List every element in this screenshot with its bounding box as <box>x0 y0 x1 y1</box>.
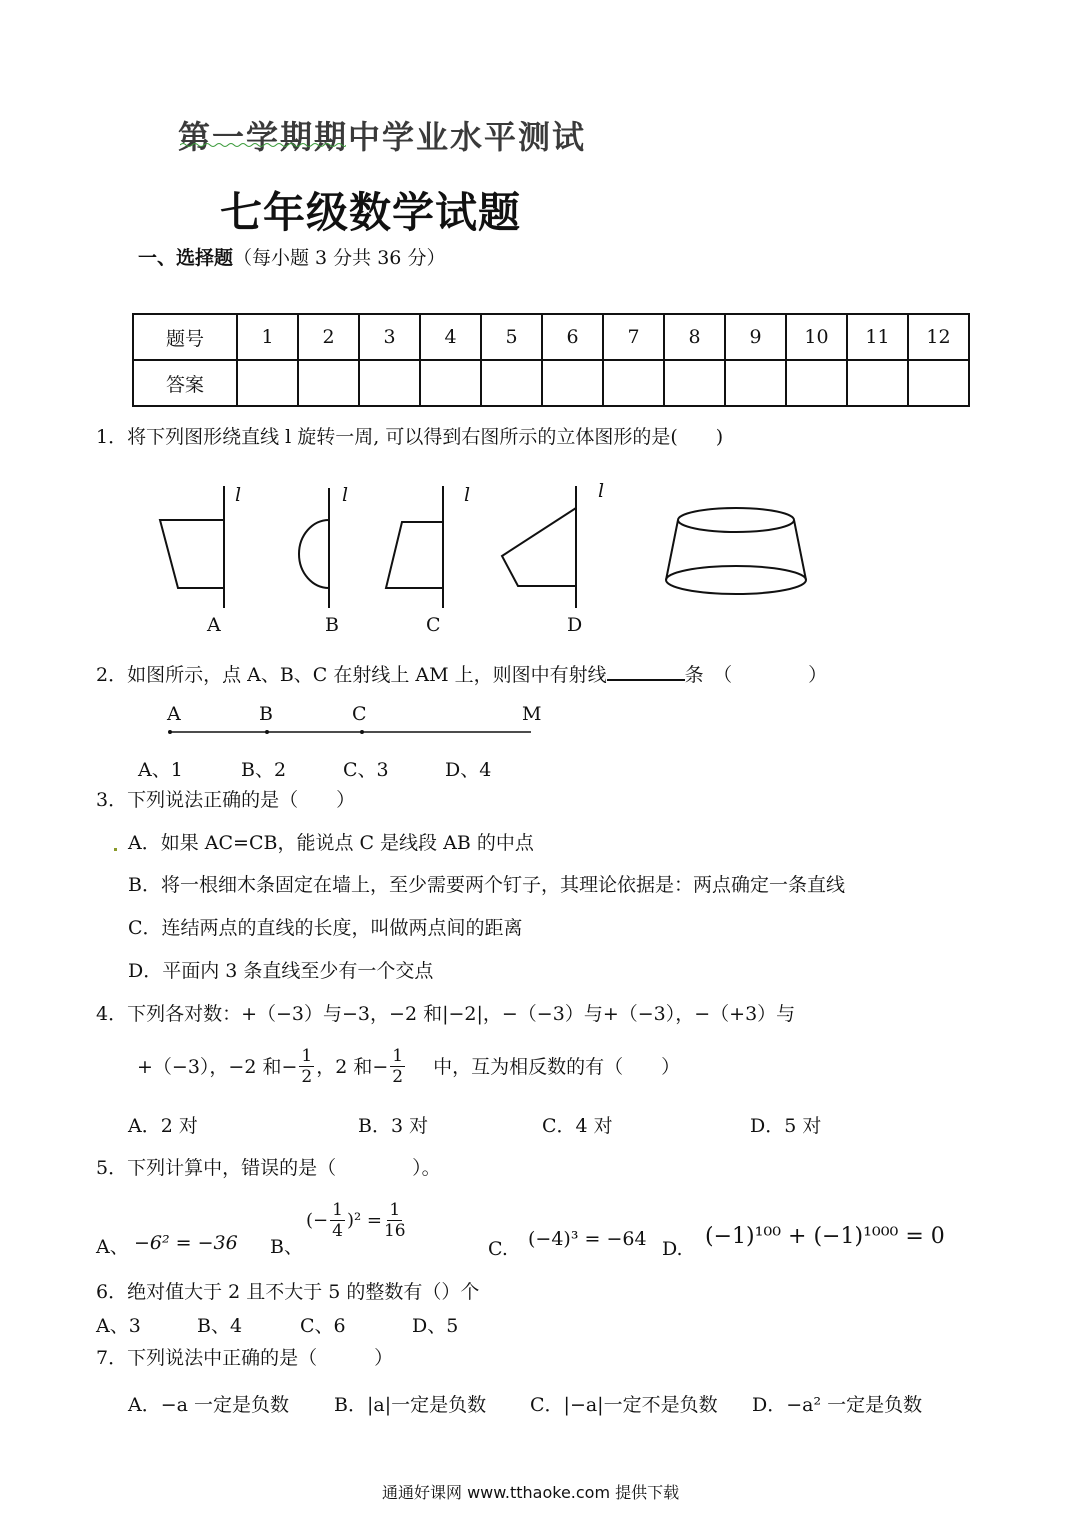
ray-point-label: B <box>259 703 273 725</box>
option: C、6 <box>300 1315 346 1337</box>
answer-cell[interactable] <box>542 360 603 406</box>
question-number: 10 <box>786 314 847 360</box>
option: C．连结两点的直线的长度，叫做两点间的距离 <box>128 917 523 939</box>
option: A、3 <box>96 1315 141 1337</box>
question-4-line2 <box>137 1046 680 1087</box>
option: C．4 对 <box>542 1115 613 1137</box>
option: B．|a|一定是负数 <box>334 1394 487 1416</box>
table-row <box>133 314 969 360</box>
q4-part: ，2 和− <box>316 1055 389 1078</box>
page-footer: 通通好课网 www.tthaoke.com 提供下载 <box>382 1483 680 1502</box>
question-1-text: 1．将下列图形绕直线 l 旋转一周, 可以得到右图所示的立体图形的是( ) <box>96 426 724 448</box>
question-1-figures <box>140 478 840 618</box>
question-number: 4 <box>420 314 481 360</box>
fraction-denominator: 4 <box>332 1221 343 1241</box>
fraction <box>330 1200 345 1241</box>
answer-cell[interactable] <box>237 360 298 406</box>
question-number: 12 <box>908 314 969 360</box>
option: A．−a 一定是负数 <box>128 1394 290 1416</box>
option-c-expression: (−4)³ = −64 <box>528 1228 647 1250</box>
question-number: 6 <box>542 314 603 360</box>
expr-part: (− <box>306 1210 329 1231</box>
question-5-text: 5．下列计算中，错误的是（ ）。 <box>96 1157 441 1179</box>
question-number: 5 <box>481 314 542 360</box>
figure-label: B <box>325 614 339 636</box>
option-label: C. <box>488 1238 508 1260</box>
option-a-expression: −6² = −36 <box>134 1232 238 1254</box>
question-number: 11 <box>847 314 908 360</box>
option: D．−a² 一定是负数 <box>752 1394 923 1416</box>
option: B．将一根细木条固定在墙上，至少需要两个钉子，其理论依据是：两点确定一条直线 <box>128 874 845 896</box>
question-2-stem: 2．如图所示，点 A、B、C 在射线上 AM 上，则图中有射线 <box>96 664 607 686</box>
fraction <box>390 1046 405 1087</box>
answer-cell[interactable] <box>298 360 359 406</box>
option: D．平面内 3 条直线至少有一个交点 <box>128 960 434 982</box>
expr-part: )² = <box>346 1210 382 1231</box>
answer-table <box>132 313 970 407</box>
option: C、3 <box>343 759 389 781</box>
answer-cell[interactable] <box>908 360 969 406</box>
option: A．如果 AC=CB，能说点 C 是线段 AB 的中点 <box>128 832 534 854</box>
question-number: 7 <box>603 314 664 360</box>
q4-part: 中，互为相反数的有（ ） <box>433 1055 681 1078</box>
answer-cell[interactable] <box>847 360 908 406</box>
axis-label-l: l <box>464 484 471 506</box>
question-2-tail: 条 （ ） <box>684 664 828 686</box>
option: B．3 对 <box>358 1115 429 1137</box>
option: A、1 <box>138 759 183 781</box>
fraction-denominator: 2 <box>301 1067 313 1087</box>
option: D、4 <box>445 759 492 781</box>
ray-point-label: A <box>167 703 181 725</box>
q4-part: +（−3），−2 和− <box>137 1055 298 1078</box>
answer-cell[interactable] <box>359 360 420 406</box>
fraction-numerator: 1 <box>301 1046 313 1066</box>
answer-cell[interactable] <box>603 360 664 406</box>
option: A．2 对 <box>128 1115 198 1137</box>
exam-title: 七年级数学试题 <box>220 188 522 237</box>
question-number: 3 <box>359 314 420 360</box>
question-number: 8 <box>664 314 725 360</box>
question-number: 1 <box>237 314 298 360</box>
ray-point-label: M <box>522 703 542 725</box>
answer-cell[interactable] <box>481 360 542 406</box>
answer-cell[interactable] <box>725 360 786 406</box>
option-label: A、 <box>96 1236 129 1258</box>
fraction-numerator: 1 <box>332 1200 343 1220</box>
section-note: （每小题 3 分共 36 分） <box>233 247 446 269</box>
fraction <box>299 1046 314 1087</box>
option-label: B、 <box>270 1236 303 1258</box>
question-2-text <box>96 661 827 686</box>
spellcheck-underline <box>180 142 346 148</box>
answer-cell[interactable] <box>664 360 725 406</box>
table-row <box>133 360 969 406</box>
ray-point-label: C <box>352 703 367 725</box>
answer-cell[interactable] <box>420 360 481 406</box>
option: C．|−a|一定不是负数 <box>530 1394 718 1416</box>
row-label: 答案 <box>133 360 237 406</box>
option: B、2 <box>241 759 287 781</box>
option-b-expression <box>306 1200 408 1241</box>
question-7-text: 7．下列说法中正确的是（ ） <box>96 1347 394 1369</box>
question-6-text: 6．绝对值大于 2 且不大于 5 的整数有（）个 <box>96 1281 480 1303</box>
question-4-line1: 4．下列各对数：+（−3）与−3，−2 和|−2|，−（−3）与+（−3），−（+3）与 <box>96 1003 796 1025</box>
axis-label-l: l <box>342 484 349 506</box>
stray-dot <box>114 848 117 851</box>
figure-label: C <box>426 614 441 636</box>
option: D．5 对 <box>750 1115 822 1137</box>
section-heading <box>138 243 445 270</box>
option-label: D. <box>662 1238 683 1260</box>
row-label: 题号 <box>133 314 237 360</box>
exam-subtitle: 第一学期期中学业水平测试 <box>178 118 587 156</box>
answer-cell[interactable] <box>786 360 847 406</box>
option-d-expression: (−1)¹⁰⁰ + (−1)¹⁰⁰⁰ = 0 <box>705 1224 945 1249</box>
question-number: 2 <box>298 314 359 360</box>
answer-blank <box>607 661 685 681</box>
fraction-denominator: 2 <box>392 1067 404 1087</box>
section-label: 一、选择题 <box>138 247 234 269</box>
figure-label: D <box>567 614 583 636</box>
fraction-denominator: 16 <box>383 1221 406 1241</box>
fraction <box>384 1200 406 1241</box>
option: B、4 <box>197 1315 243 1337</box>
fraction-numerator: 1 <box>392 1046 404 1066</box>
axis-label-l: l <box>598 480 605 502</box>
question-number: 9 <box>725 314 786 360</box>
option: D、5 <box>412 1315 459 1337</box>
question-3-text: 3．下列说法正确的是（ ） <box>96 789 356 811</box>
ray-diagram <box>165 727 535 737</box>
axis-label-l: l <box>235 484 242 506</box>
figure-label: A <box>207 614 221 636</box>
fraction-numerator: 1 <box>389 1200 401 1220</box>
